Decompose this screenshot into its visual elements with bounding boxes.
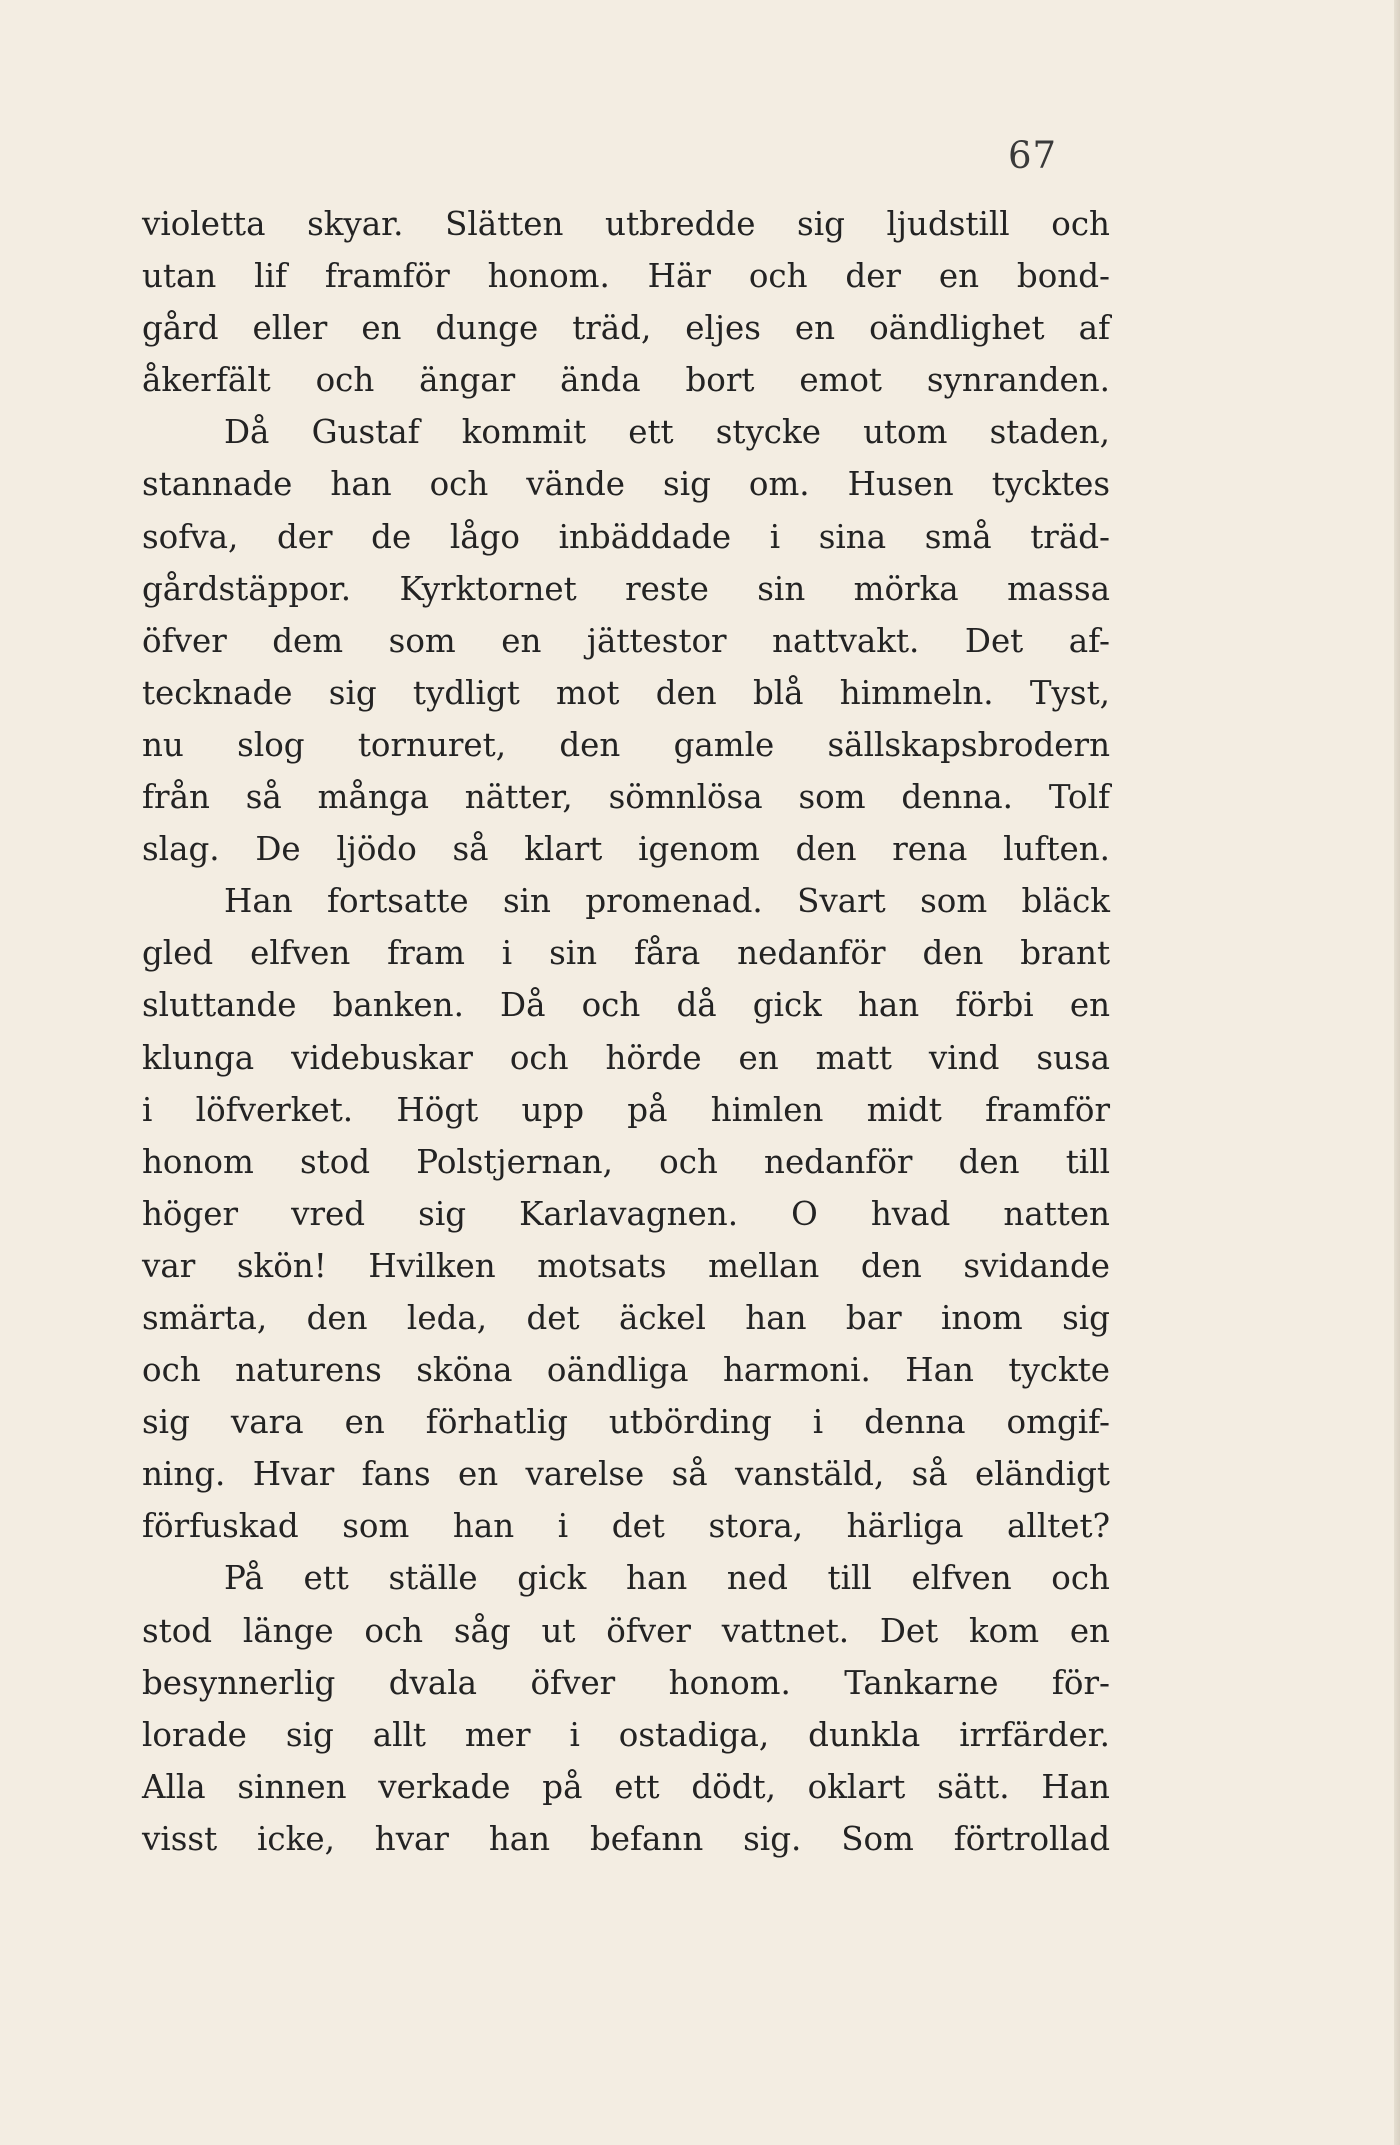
text-line: nu slog tornuret, den gamle sällskapsbrodern bbox=[142, 725, 1110, 764]
body-text bbox=[142, 198, 1110, 1865]
text-line: gårdstäppor. Kyrktornet reste sin mörka massa bbox=[142, 569, 1110, 608]
text-line: Han fortsatte sin promenad. Svart som bläck bbox=[224, 882, 1110, 921]
text-line: åkerfält och ängar ända bort emot synranden. bbox=[142, 361, 1110, 400]
text-line: gård eller en dunge träd, eljes en oändlighet af bbox=[142, 309, 1110, 348]
text-line: höger vred sig Karlavagnen. O hvad natten bbox=[142, 1194, 1110, 1233]
text-line: sofva, der de lågo inbäddade i sina små träd- bbox=[142, 517, 1110, 556]
text-line: och naturens sköna oändliga harmoni. Han tyckte bbox=[142, 1351, 1110, 1390]
text-line: stannade han och vände sig om. Husen tycktes bbox=[142, 465, 1110, 504]
text-line: lorade sig allt mer i ostadiga, dunkla irrfärder. bbox=[142, 1715, 1110, 1754]
text-line: klunga videbuskar och hörde en matt vind susa bbox=[142, 1038, 1110, 1077]
text-line: sig vara en förhatlig utbörding i denna omgif- bbox=[142, 1403, 1110, 1442]
text-line: smärta, den leda, det äckel han bar inom sig bbox=[142, 1298, 1110, 1337]
page-edge bbox=[1394, 0, 1400, 2145]
text-line: utan lif framför honom. Här och der en bond- bbox=[142, 257, 1110, 296]
text-line: Då Gustaf kommit ett stycke utom staden, bbox=[224, 413, 1110, 452]
text-line: visst icke, hvar han befann sig. Som förtrollad bbox=[142, 1819, 1110, 1858]
text-line: i löfverket. Högt upp på himlen midt framför bbox=[142, 1090, 1110, 1129]
text-line: från så många nätter, sömnlösa som denna. Tolf bbox=[142, 778, 1110, 817]
text-line: besynnerlig dvala öfver honom. Tankarne för- bbox=[142, 1663, 1110, 1702]
text-line: öfver dem som en jättestor nattvakt. Det af- bbox=[142, 621, 1110, 660]
text-line: förfuskad som han i det stora, härliga alltet? bbox=[142, 1507, 1110, 1546]
page-number: 67 bbox=[1008, 134, 1058, 177]
text-line: På ett ställe gick han ned till elfven och bbox=[224, 1559, 1110, 1598]
text-line: tecknade sig tydligt mot den blå himmeln. Tyst, bbox=[142, 673, 1110, 712]
text-line: Alla sinnen verkade på ett dödt, oklart sätt. Han bbox=[142, 1767, 1110, 1806]
text-line: stod länge och såg ut öfver vattnet. Det kom en bbox=[142, 1611, 1110, 1650]
text-line: sluttande banken. Då och då gick han förbi en bbox=[142, 986, 1110, 1025]
text-line: honom stod Polstjernan, och nedanför den till bbox=[142, 1142, 1110, 1181]
text-line: gled elfven fram i sin fåra nedanför den brant bbox=[142, 934, 1110, 973]
text-line: var skön! Hvilken motsats mellan den svidande bbox=[142, 1246, 1110, 1285]
text-line: violetta skyar. Slätten utbredde sig ljudstill och bbox=[142, 205, 1110, 243]
text-line: slag. De ljödo så klart igenom den rena luften. bbox=[142, 830, 1110, 869]
text-line: ning. Hvar fans en varelse så vanstäld, så eländigt bbox=[142, 1455, 1110, 1494]
